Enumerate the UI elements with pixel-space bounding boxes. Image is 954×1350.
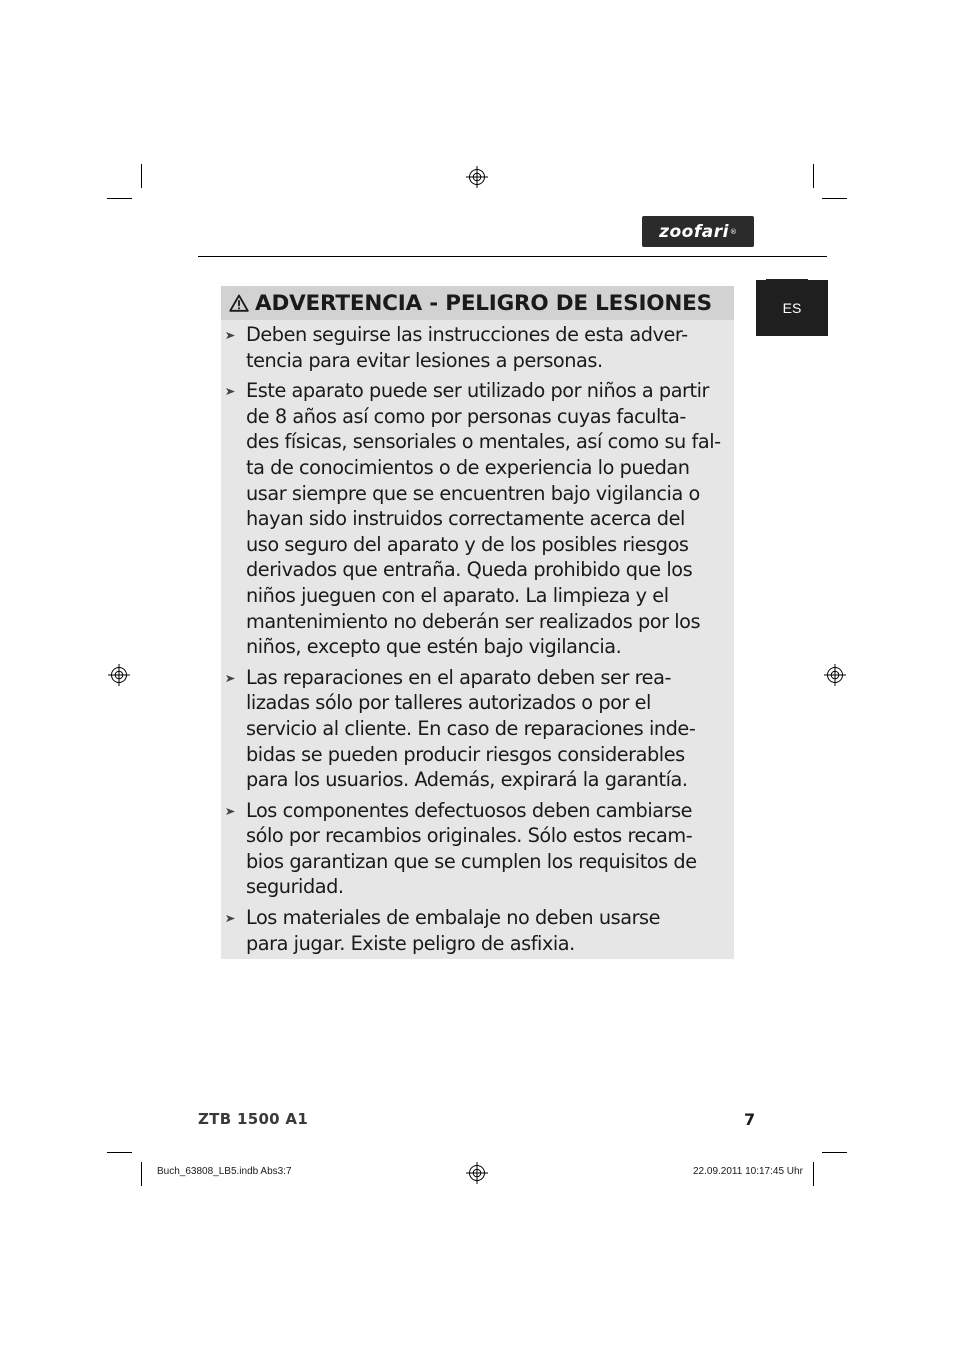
crop-mark [822,198,847,199]
list-item-line: Los componentes defectuosos deben cambiarse [246,798,693,822]
crop-mark [141,164,142,188]
language-tab [756,280,828,336]
arrow-right-icon [226,388,235,395]
language-tab-label: ES [782,300,802,316]
list-item-line: lizadas sólo por talleres autorizados o por el [246,691,651,715]
warning-list [226,322,728,961]
list-item-line: para jugar. Existe peligro de asfixia. [246,931,575,955]
list-item-line: Este aparato puede ser utilizado por niños a partir [246,379,710,403]
list-item-line: de 8 años así como por personas cuyas faculta- [246,404,686,428]
warning-header [221,286,734,320]
arrow-right-icon [226,675,235,682]
list-item-line: usar siempre que se encuentren bajo vigilancia o [246,481,700,505]
crop-mark [822,1152,847,1153]
crop-mark [141,1162,142,1186]
list-item-line: ta de conocimientos o de experiencia lo puedan [246,455,690,479]
crop-mark [813,164,814,188]
list-item-line: niños, excepto que estén bajo vigilancia. [246,635,622,659]
warning-title: ADVERTENCIA - PELIGRO DE LESIONES [255,290,712,316]
list-item-line: bidas se pueden producir riesgos considerables [246,742,685,766]
crop-mark [107,1152,132,1153]
crop-mark [813,1162,814,1186]
registration-mark-icon [824,664,846,686]
list-item-line: sólo por recambios originales. Sólo estos recam- [246,824,693,848]
list-item-line: tencia para evitar lesiones a personas. [246,348,603,372]
arrow-right-icon [226,915,235,922]
page-number: 7 [744,1110,756,1129]
list-item-line: Deben seguirse las instrucciones de esta adver- [246,323,688,346]
list-item-line: servicio al cliente. En caso de reparaciones inde- [246,716,696,740]
list-item [226,905,728,956]
list-item-line: niños jueguen con el aparato. La limpieza y el [246,583,669,607]
list-item [226,665,728,793]
list-item-line: mantenimiento no deberán ser realizados por los [246,609,701,633]
list-item-line: para los usuarios. Además, expirará la garantía. [246,768,688,792]
list-item-line: bios garantizan que se cumplen los requisitos de [246,849,697,873]
arrow-right-icon [226,332,235,339]
header-rule [198,256,827,257]
list-item-line: derivados que entraña. Queda prohibido que los [246,558,693,582]
registration-mark-icon [466,1162,488,1184]
crop-mark [107,198,132,199]
slug-file: Buch_63808_LB5.indb Abs3:7 [157,1166,292,1177]
slug-date: 22.09.2011 10:17:45 Uhr [693,1166,803,1177]
list-item [226,322,728,373]
list-item-line: Los materiales de embalaje no deben usarse [246,906,661,930]
list-item [226,798,728,900]
list-item-line: uso seguro del aparato y de los posibles riesgos [246,532,689,556]
warning-triangle-icon [229,294,249,312]
brand-name: zoofari [659,221,729,242]
list-item-line: des físicas, sensoriales o mentales, así como su fal- [246,430,721,454]
model-number: ZTB 1500 A1 [198,1110,309,1128]
brand-logo [642,216,754,247]
registration-mark-icon [466,166,488,188]
registered-mark: ® [729,227,737,236]
list-item-line: hayan sido instruidos correctamente acerca del [246,507,685,531]
list-item-line: Las reparaciones en el aparato deben ser rea- [246,665,671,689]
list-item [226,378,728,660]
arrow-right-icon [226,808,235,815]
list-item-line: seguridad. [246,875,344,899]
registration-mark-icon [108,664,130,686]
